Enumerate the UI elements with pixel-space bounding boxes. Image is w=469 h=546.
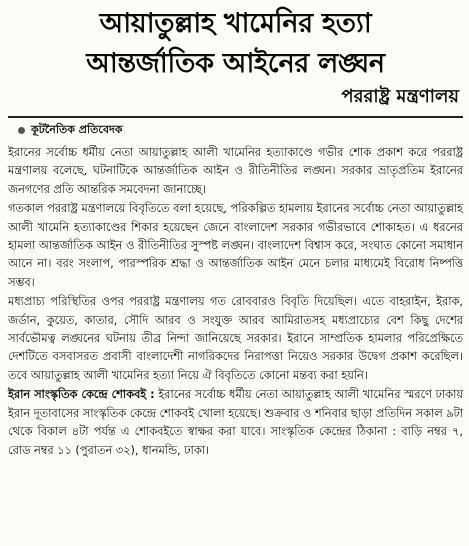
article-body: [8, 144, 463, 460]
paragraph-2: গতকাল পররাষ্ট্র মন্ত্রণালয়ে বিবৃতিতে বলা হয়েছে, পরিকল্পিত হামলায় ইরানের সর্বোচ্চ নেতা আয়াতুল্লাহ আলী খামেনি হত্যাকাণ্ডের শিকার হয়েছেন জেনে বাংলাদেশ সরকার গভীরভাবে শোকাহত। এ ধরনের হামলা আন্তর্জাতিক আইন ও রীতিনীতির সুস্পষ্ট লঙ্ঘন। বাংলাদেশ বিশ্বাস করে, সংঘাত কোনো সমাধান আনে না। বরং সংলাপ, পারস্পরিক শ্রদ্ধা ও আন্তর্জাতিক আইন মেনে চলার মাধ্যমেই বিরোধ নিষ্পত্তি সম্ভব।: [8, 202, 463, 289]
bullet-icon: [18, 127, 25, 134]
headline-line-1: আয়াতুল্লাহ খামেনির হত্যা: [99, 8, 372, 39]
paragraph-4-text: ইরানের সর্বোচ্চ ধর্মীয় নেতা আয়াতুল্লাহ আলী খামেনির স্মরণে ঢাকায় ইরান দূতাবাসের সাংস্কৃতিক কেন্দ্রে শোকবই খোলা হয়েছে। শুক্রবার ও শনিবার ছাড়া প্রতিদিন সকাল ৯টা থেকে বিকাল ৪টা পর্যন্ত এ শোকবইতে স্বাক্ষর করা যাবে। সাংস্কৃতিক কেন্দ্রের ঠিকানা : বাড়ি নম্বর ৭, রোড নম্বর ১১ (পুরাতন ৩২), ধানমন্ডি, ঢাকা।: [8, 388, 463, 457]
paragraph-3: মধ্যপ্রাচ্য পরিস্থিতির ওপর পররাষ্ট্র মন্ত্রণালয় গত রোববারও বিবৃতি দিয়েছিল। এতে বাহরাইন, ইরাক, জর্ডান, কুয়েত, কাতার, সৌদি আরব ও সংযুক্ত আরব আমিরাতসহ মধ্যপ্রাচ্যের বেশ কিছু দেশের সার্বভৌমত্ব লঙ্ঘনের ঘটনায় তীব্র নিন্দা জানিয়েছে সরকার। ইরানে সাম্প্রতিক হামলার পরিপ্রেক্ষিতে দেশটিতে বসবাসরত প্রবাসী বাংলাদেশী নাগরিকদের নিরাপত্তা নিয়েও সরকার উদ্বেগ প্রকাশ করেছিল। তবে আয়াতুল্লাহ আলী খামেনির হত্যা নিয়ে ঐ বিবৃতিতে কোনো মন্তব্য করা হয়নি।: [8, 295, 463, 382]
paragraph-4: [8, 386, 463, 460]
paragraph-1: ইরানের সর্বোচ্চ ধর্মীয় নেতা আয়াতুল্লাহ আলী খামেনির হত্যাকাণ্ডে গভীর শোক প্রকাশ করে পররাষ্ট্র মন্ত্রণালয় বলেছে, ঘটনাটিকে আন্তর্জাতিক আইন ও রীতিনীতির লঙ্ঘন। সরকার ভ্রাতৃপ্রতিম ইরানের জনগণের প্রতি আন্তরিক সমবেদনা জানাচ্ছে।: [8, 146, 463, 196]
subhead: পররাষ্ট্র মন্ত্রণালয়: [341, 86, 459, 107]
byline-text: কূটনৈতিক প্রতিবেদক: [31, 123, 123, 136]
headline-line-2: আন্তর্জাতিক আইনের লঙ্ঘন: [86, 48, 385, 79]
divider: [8, 116, 463, 118]
paragraph-4-lead: ইরান সাংস্কৃতিক কেন্দ্রে শোকবই :: [8, 388, 155, 402]
byline: [18, 122, 463, 138]
